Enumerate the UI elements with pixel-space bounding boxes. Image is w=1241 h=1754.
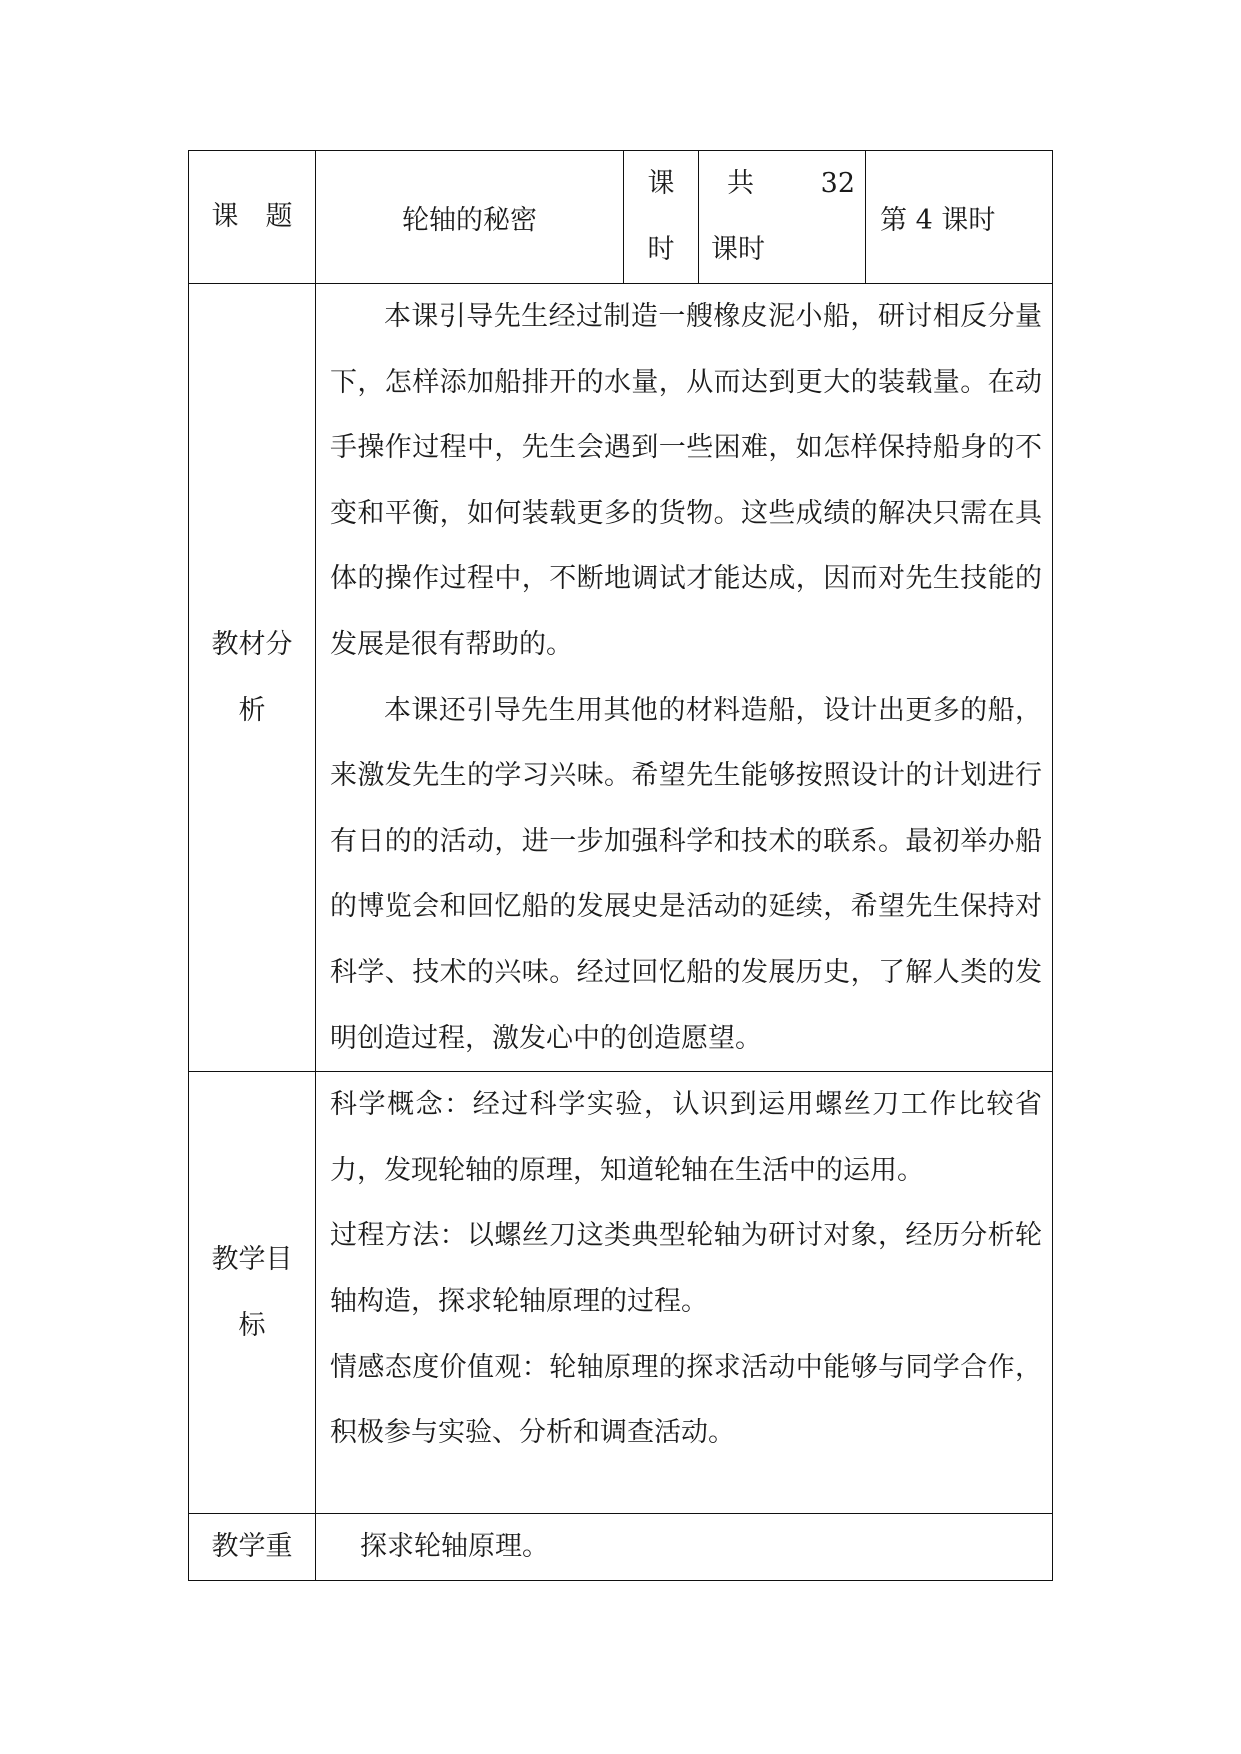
total-suffix: 课时 (711, 234, 765, 265)
analysis-paragraph-2: 本课还引导先生用其他的材料造船，设计出更多的船，来激发先生的学习兴味。希望先生能够按照设计的计划进行有日的的活动，进一步加强科学和技术的联系。最初举办船的博览会和回忆船的发展史是活动的延续，希望先生保持对科学、技术的兴味。经过回忆船的发展历史，了解人类的发明创造过程，激发心中的创造愿望。 (330, 694, 1042, 1054)
period-label-1: 课 (647, 168, 675, 199)
objectives-label (189, 1072, 316, 1514)
objective-concept: 科学概念：经过科学实验，认识到运用螺丝刀工作比较省力，发现轮轴的原理，知道轮轴在生活中的运用。 (330, 1089, 1042, 1186)
objectives-label-2: 标 (238, 1309, 266, 1341)
analysis-paragraph-1: 本课引导先生经过制造一艘橡皮泥小船，研讨相反分量下，怎样添加船排开的水量，从而达到更大的装载量。在动手操作过程中，先生会遇到一些困难，如怎样保持船身的不变和平衡，如何装载更多的货物。这些成绩的解决只需在具体的操作过程中，不断地调试才能达成，因而对先生技能的发展是很有帮助的。 (330, 301, 1042, 660)
objectives-row (189, 1072, 1053, 1514)
analysis-label-1: 教材分 (211, 628, 293, 660)
analysis-label (189, 284, 316, 1072)
topic-value: 轮轴的秘密 (316, 151, 624, 284)
objectives-label-1: 教学目 (211, 1243, 293, 1275)
key-point-row (189, 1514, 1053, 1581)
total-prefix: 共 (727, 168, 754, 199)
total-number: 32 (820, 168, 855, 199)
analysis-content (316, 284, 1053, 1072)
key-point-label: 教学重 (189, 1514, 316, 1581)
lesson-plan-table (188, 150, 1053, 1581)
key-point-value: 探求轮轴原理。 (316, 1514, 1053, 1581)
objective-method: 过程方法：以螺丝刀这类典型轮轴为研讨对象，经历分析轮轴构造，探求轮轴原理的过程。 (330, 1220, 1042, 1317)
topic-label: 课 题 (189, 151, 316, 284)
objectives-content (316, 1072, 1053, 1514)
total-periods (699, 151, 866, 284)
objective-attitude: 情感态度价值观：轮轴原理的探求活动中能够与同学合作，积极参与实验、分析和调查活动。 (330, 1351, 1042, 1449)
header-row (189, 151, 1053, 284)
current-period: 第 4 课时 (866, 151, 1053, 284)
period-label-2: 时 (647, 234, 675, 265)
analysis-label-2: 析 (238, 694, 266, 726)
period-label (624, 151, 699, 284)
analysis-row (189, 284, 1053, 1072)
